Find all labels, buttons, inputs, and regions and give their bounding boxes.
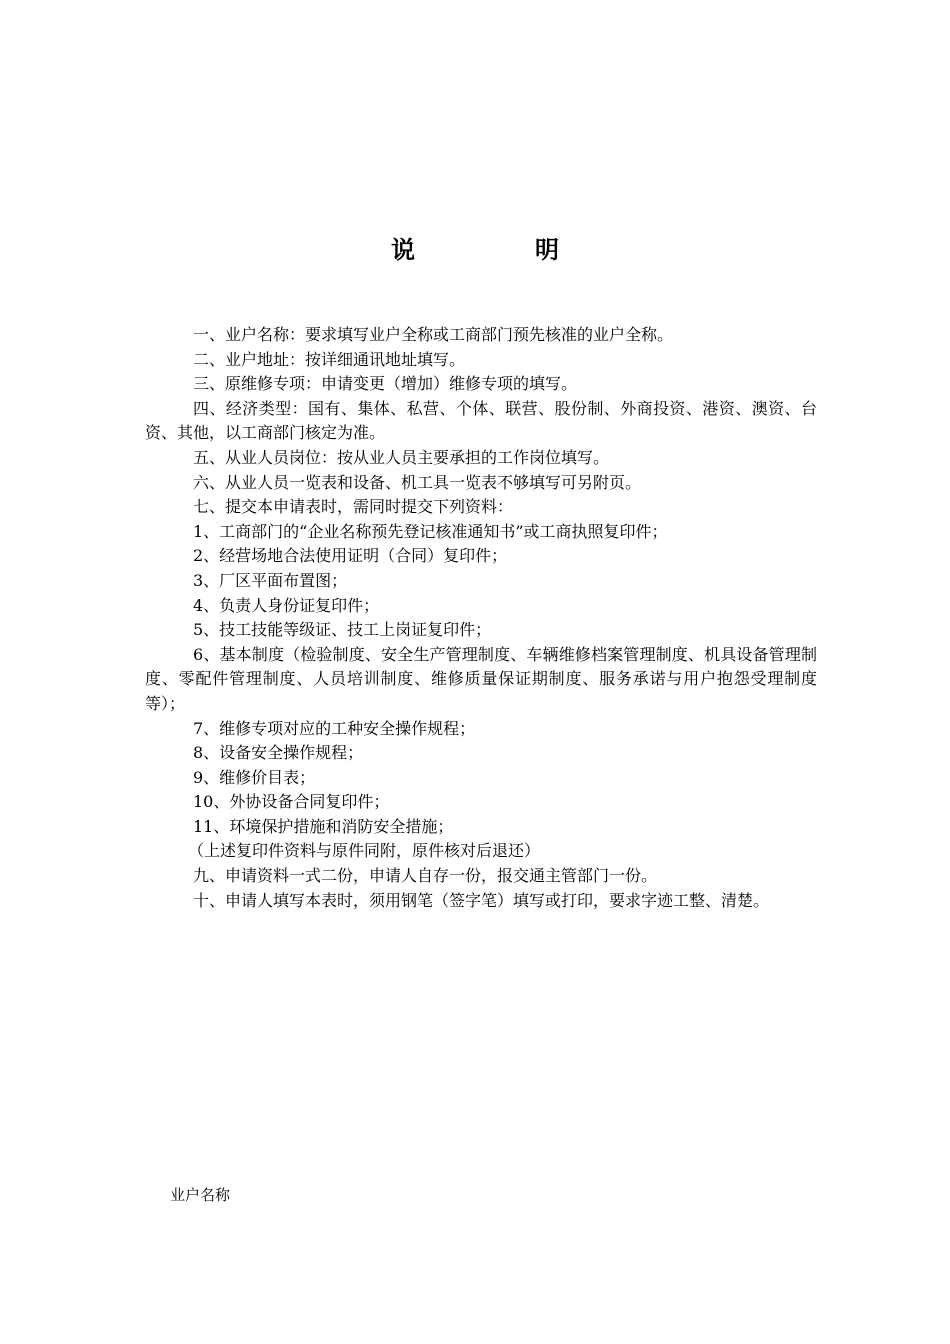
instruction-item-2: 二、业户地址：按详细通讯地址填写。 <box>193 349 466 369</box>
material-item-2: 2、经营场地合法使用证明（合同）复印件； <box>193 546 508 566</box>
instruction-item-4: 四、经济类型：国有、集体、私营、个体、联营、股份制、外商投资、港资、澳资、台资、其他，以工商部门核定为准。 <box>145 398 817 443</box>
material-item-4: 4、负责人身份证复印件； <box>193 595 380 615</box>
business-name-label: 业户名称 <box>170 1186 231 1204</box>
instruction-item-1: 一、业户名称：要求填写业户全称或工商部门预先核准的业户全称。 <box>193 325 674 344</box>
instructions-body <box>145 323 817 913</box>
instruction-item-9: 九、申请资料一式二份，申请人自存一份，报交通主管部门一份。 <box>193 866 658 886</box>
page-title: 说 明 <box>391 235 607 264</box>
material-item-8: 8、设备安全操作规程； <box>193 743 364 763</box>
material-item-7: 7、维修专项对应的工种安全操作规程； <box>193 718 476 738</box>
instruction-item-6: 六、从业人员一览表和设备、机工具一览表不够填写可另附页。 <box>193 472 642 492</box>
material-item-3: 3、厂区平面布置图； <box>193 570 348 590</box>
material-item-5: 5、技工技能等级证、技工上岗证复印件； <box>193 620 492 640</box>
instruction-item-5: 五、从业人员岗位：按从业人员主要承担的工作岗位填写。 <box>193 447 610 467</box>
material-item-6: 6、基本制度（检验制度、安全生产管理制度、车辆维修档案管理制度、机具设备管理制度、零配件管理制度、人员培训制度、维修质量保证期制度、服务承诺与用户抱怨受理制度等）； <box>145 644 817 713</box>
material-item-11: 11、环境保护措施和消防安全措施； <box>193 816 454 836</box>
instruction-item-7: 七、提交本申请表时，需同时提交下列资料： <box>193 497 514 517</box>
material-item-10: 10、外协设备合同复印件； <box>193 792 390 812</box>
instruction-item-10: 十、申请人填写本表时，须用钢笔（签字笔）填写或打印，要求字迹工整、清楚。 <box>193 890 770 910</box>
instruction-item-3: 三、原维修专项：申请变更（增加）维修专项的填写。 <box>193 374 578 394</box>
material-item-1: 1、工商部门的“企业名称预先登记核准通知书”或工商执照复印件； <box>193 521 668 541</box>
copies-note: （上述复印件资料与原件同附，原件核对后退还） <box>188 841 541 861</box>
material-item-9: 9、维修价目表； <box>193 767 316 787</box>
